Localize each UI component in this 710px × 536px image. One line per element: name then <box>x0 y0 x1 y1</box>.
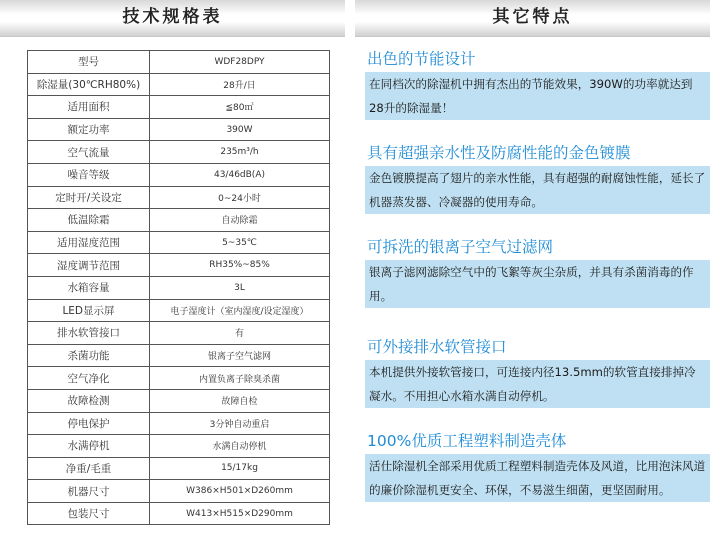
spec-value: 5~35℃ <box>150 231 330 254</box>
spec-value: W413×H515×D290mm <box>150 502 330 525</box>
spec-row <box>28 299 330 322</box>
spec-row <box>28 118 330 141</box>
spec-label: 湿度调节范围 <box>28 254 150 277</box>
feature-body: 活仕除湿机全部采用优质工程塑料制造壳体及风道，比用泡沫风道的廉价除湿机更安全、环保，不易滋生细菌，更坚固耐用。 <box>365 454 710 502</box>
feature-title: 可外接排水软管接口 <box>367 338 507 356</box>
feature-plastic-housing <box>365 431 710 502</box>
spec-label: 噪音等级 <box>28 163 150 186</box>
feature-title: 100%优质工程塑料制造壳体 <box>367 432 567 450</box>
spec-row <box>28 367 330 390</box>
feature-title: 具有超强亲水性及防腐性能的金色镀膜 <box>367 144 631 162</box>
spec-row <box>28 73 330 96</box>
spec-label: 型号 <box>28 51 150 74</box>
spec-row <box>28 502 330 525</box>
spec-value: 43/46dB(A) <box>150 163 330 186</box>
spec-value: 28升/日 <box>150 73 330 96</box>
spec-label: 故障检测 <box>28 389 150 412</box>
feature-title: 可拆洗的银离子空气过滤网 <box>367 238 554 256</box>
spec-value: 3分钟自动重启 <box>150 412 330 435</box>
feature-gold-coating <box>365 143 710 214</box>
spec-row <box>28 480 330 503</box>
spec-value: 自动除霜 <box>150 209 330 232</box>
spec-row <box>28 435 330 458</box>
spec-row <box>28 276 330 299</box>
spec-row <box>28 209 330 232</box>
spec-table-body <box>28 51 330 525</box>
spec-value: 内置负离子除臭杀菌 <box>150 367 330 390</box>
spec-label: 定时开/关设定 <box>28 186 150 209</box>
feature-drain-hose <box>365 337 710 408</box>
spec-value: 390W <box>150 118 330 141</box>
spec-value: 水满自动停机 <box>150 435 330 458</box>
spec-row <box>28 389 330 412</box>
spec-label: 低温除霜 <box>28 209 150 232</box>
spec-row <box>28 344 330 367</box>
spec-label: 水箱容量 <box>28 276 150 299</box>
spec-value: 15/17kg <box>150 457 330 480</box>
spec-row <box>28 457 330 480</box>
spec-label: LED显示屏 <box>28 299 150 322</box>
spec-value: ≦80㎡ <box>150 96 330 119</box>
feature-energy-saving <box>365 49 710 120</box>
spec-row <box>28 141 330 164</box>
feature-body: 在同档次的除湿机中拥有杰出的节能效果，390W的功率就达到28升的除湿量！ <box>365 72 710 120</box>
spec-label: 适用湿度范围 <box>28 231 150 254</box>
spec-row <box>28 322 330 345</box>
spec-row <box>28 231 330 254</box>
spec-label: 额定功率 <box>28 118 150 141</box>
spec-label: 杀菌功能 <box>28 344 150 367</box>
spec-label: 适用面积 <box>28 96 150 119</box>
spec-label: 停电保护 <box>28 412 150 435</box>
spec-row <box>28 51 330 74</box>
spec-value: 235m³/h <box>150 141 330 164</box>
spec-label: 净重/毛重 <box>28 457 150 480</box>
spec-label: 空气流量 <box>28 141 150 164</box>
spec-label: 空气净化 <box>28 367 150 390</box>
spec-value: 3L <box>150 276 330 299</box>
features-banner <box>355 0 710 37</box>
spec-label: 除湿量(30℃RH80%) <box>28 73 150 96</box>
spec-row <box>28 412 330 435</box>
spec-value: WDF28DPY <box>150 51 330 74</box>
spec-row <box>28 96 330 119</box>
spec-label: 包装尺寸 <box>28 502 150 525</box>
spec-label: 水满停机 <box>28 435 150 458</box>
spec-value: RH35%~85% <box>150 254 330 277</box>
spec-row <box>28 163 330 186</box>
feature-body: 银离子滤网滤除空气中的飞絮等灰尘杂质，并具有杀菌消毒的作用。 <box>365 260 710 308</box>
spec-value: 银离子空气滤网 <box>150 344 330 367</box>
spec-table <box>27 50 330 525</box>
spec-value: 电子湿度计（室内湿度/设定湿度） <box>150 299 330 322</box>
feature-title: 出色的节能设计 <box>367 50 476 68</box>
spec-label: 排水软管接口 <box>28 322 150 345</box>
spec-value: 0~24小时 <box>150 186 330 209</box>
spec-row <box>28 254 330 277</box>
feature-body: 本机提供外接软管接口，可连接内径13.5mm的软管直接排掉冷凝水。不用担心水箱水满自动停机。 <box>365 360 710 408</box>
spec-table-banner <box>0 0 345 37</box>
feature-body: 金色镀膜提高了翅片的亲水性能，具有超强的耐腐蚀性能，延长了机器蒸发器、冷凝器的使用寿命。 <box>365 166 710 214</box>
feature-silver-ion-filter <box>365 237 710 308</box>
spec-value: W386×H501×D260mm <box>150 480 330 503</box>
spec-row <box>28 186 330 209</box>
spec-label: 机器尺寸 <box>28 480 150 503</box>
spec-value: 有 <box>150 322 330 345</box>
spec-value: 故障自检 <box>150 389 330 412</box>
features-title: 其它特点 <box>492 7 573 27</box>
spec-table-title: 技术规格表 <box>122 7 223 27</box>
